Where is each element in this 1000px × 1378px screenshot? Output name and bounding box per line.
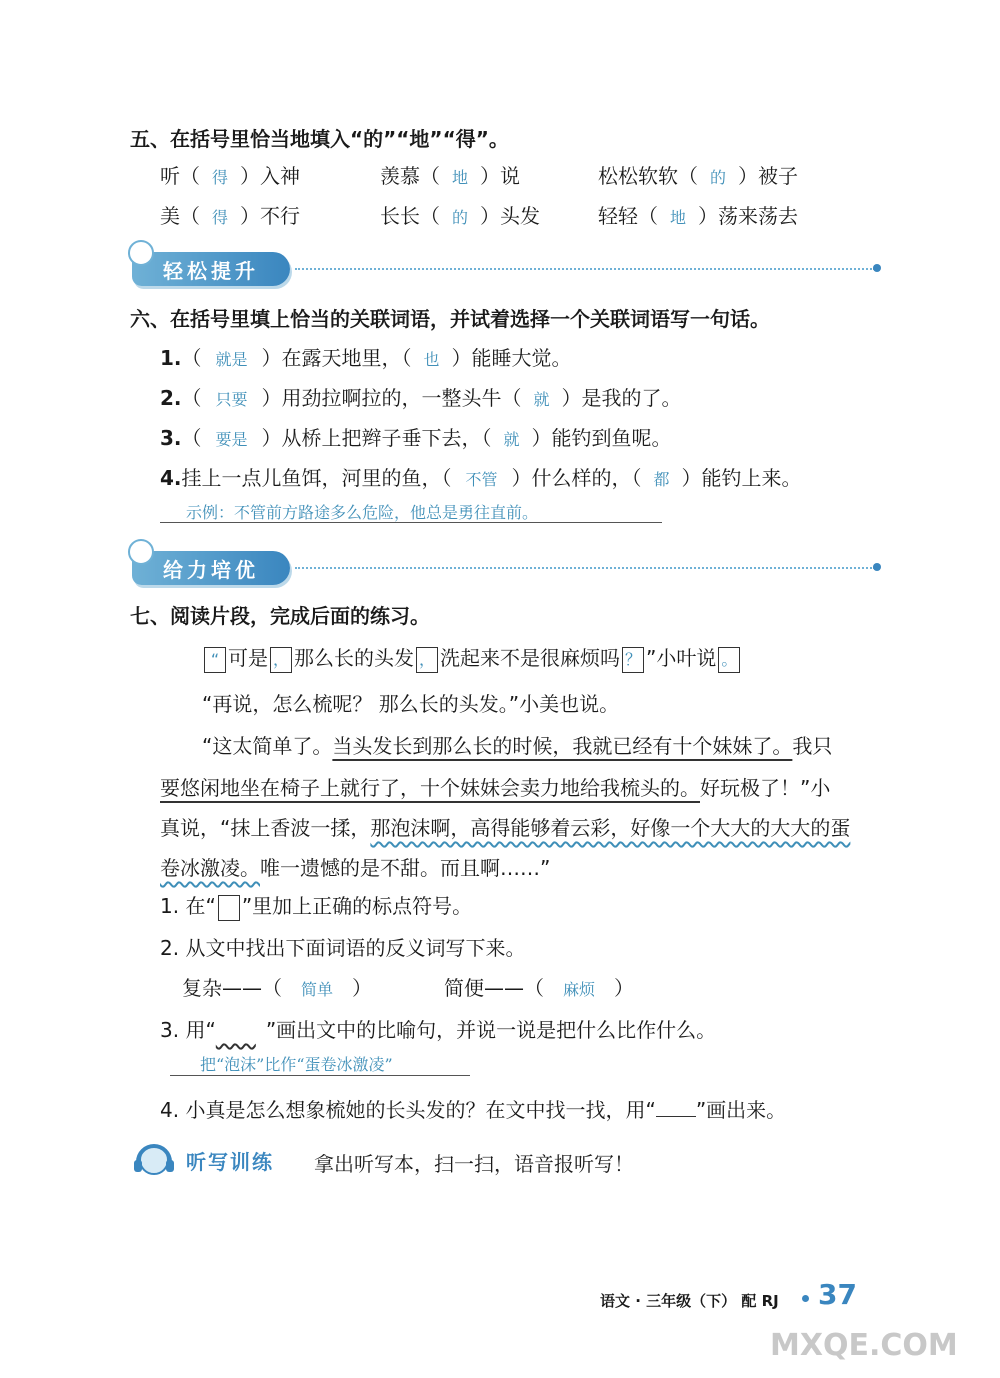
banner-label: 给力培优 xyxy=(163,557,259,582)
item-number: 2. xyxy=(160,386,182,410)
fill-text: ）不行 xyxy=(240,204,300,228)
antonym-word: ） xyxy=(614,976,634,1000)
footer-dot-icon xyxy=(802,1295,809,1302)
passage-text: 可是 xyxy=(228,646,268,670)
handwritten-answer: 不管 xyxy=(465,470,498,489)
answer-line xyxy=(170,1075,470,1076)
question-text: ”里加上正确的标点符号。 xyxy=(241,894,473,918)
passage-text: 唯一遗憾的是不甜。而且啊……” xyxy=(260,856,551,880)
passage-line-1 xyxy=(202,642,742,673)
section5-heading: 五、在括号里恰当地填入“的”“地”“得”。 xyxy=(130,127,509,151)
fill-item-2-2 xyxy=(380,200,540,229)
handwritten-answer: 的 xyxy=(451,208,468,227)
bubble-icon xyxy=(128,539,154,565)
straight-line-icon xyxy=(656,1102,696,1117)
page-number: 37 xyxy=(818,1278,857,1311)
item-text: ）用劲拉啊拉的，一整头牛（ xyxy=(261,386,522,410)
metaphor-answer: 把“泡沫”比作“蛋卷冰激凌” xyxy=(200,1055,393,1074)
passage-text: 我只 xyxy=(792,734,833,758)
fill-text: 长长（ xyxy=(380,204,440,228)
fill-item-2-1 xyxy=(160,200,300,229)
wavy-line-icon xyxy=(216,1018,266,1042)
passage-line-2: “再说，怎么梳呢？ 那么长的头发。”小美也说。 xyxy=(202,692,620,716)
dictation-badge xyxy=(130,1138,280,1182)
punctuation-box: ？ xyxy=(622,647,644,673)
passage-text: 那么长的头发 xyxy=(294,646,414,670)
passage-text: “这太简单了。 xyxy=(202,734,333,758)
wavy-underlined-metaphor: 那泡沫啊，高得能够着云彩，好像一个大大的大大的蛋 xyxy=(370,816,851,840)
fill-text: ）说 xyxy=(480,164,520,188)
question-2: 2. 从文中找出下面词语的反义词写下来。 xyxy=(160,936,526,960)
item-number: 1. xyxy=(160,346,182,370)
passage-text: 好玩极了！”小 xyxy=(700,776,831,800)
item-text: ）是我的了。 xyxy=(561,386,682,410)
punctuation-box: “ xyxy=(204,647,226,673)
antonym-item-1 xyxy=(182,972,372,1001)
fill-item-1-2 xyxy=(380,160,520,189)
question-text: 4. 小真是怎么想象梳她的长头发的？在文中找一找，用“ xyxy=(160,1098,656,1122)
item-text: 挂上一点儿鱼饵，河里的鱼，（ xyxy=(181,466,452,490)
question-text: ”画出文中的比喻句，并说一说是把什么比作什么。 xyxy=(265,1018,717,1042)
fill-text: 美（ xyxy=(160,204,200,228)
passage-text: ”小叶说 xyxy=(646,646,717,670)
item-text: ）能睡大觉。 xyxy=(451,346,572,370)
fill-text: 听（ xyxy=(160,164,200,188)
fill-text: 轻轻（ xyxy=(598,204,658,228)
section6-heading: 六、在括号里填上恰当的关联词语，并试着选择一个关联词语写一句话。 xyxy=(130,307,770,331)
conjunction-item-1 xyxy=(160,342,572,371)
conjunction-item-2 xyxy=(160,382,682,411)
question-3 xyxy=(160,1014,716,1043)
fill-text: ）入神 xyxy=(240,164,300,188)
dotted-divider xyxy=(295,567,875,569)
item-text: （ xyxy=(181,426,202,450)
item-number: 4. xyxy=(160,466,182,490)
passage-line-6 xyxy=(160,852,550,881)
handwritten-answer: 只要 xyxy=(215,390,248,409)
footer-subject: 语文 · 三年级（下） 配 RJ xyxy=(600,1292,779,1310)
dot-end-icon xyxy=(873,264,881,272)
dictation-label: 听写训练 xyxy=(186,1150,274,1174)
antonym-word: 复杂——（ xyxy=(182,976,282,1000)
question-text: 3. 用“ xyxy=(160,1018,216,1042)
fill-text: ）头发 xyxy=(480,204,540,228)
antonym-word: 简便——（ xyxy=(444,976,544,1000)
headphones-icon xyxy=(130,1138,180,1182)
handwritten-answer: 简单 xyxy=(300,980,333,999)
question-4 xyxy=(160,1094,786,1123)
item-text: ）在露天地里，（ xyxy=(261,346,412,370)
wavy-underlined-metaphor: 卷冰激凌。 xyxy=(160,856,260,880)
section-banner-easy-improve xyxy=(132,252,290,286)
antonym-item-2 xyxy=(444,972,634,1001)
handwritten-answer: 得 xyxy=(211,208,228,227)
punctuation-box: ， xyxy=(270,647,292,673)
question-1 xyxy=(160,890,472,921)
handwritten-answer: 的 xyxy=(709,168,726,187)
handwritten-answer: 地 xyxy=(451,168,468,187)
question-text: ”画出来。 xyxy=(695,1098,787,1122)
fill-text: ）荡来荡去 xyxy=(698,204,798,228)
item-text: （ xyxy=(181,386,202,410)
handwritten-answer: 都 xyxy=(653,470,670,489)
question-text: 1. 在“ xyxy=(160,894,216,918)
handwritten-answer: 就 xyxy=(533,390,550,409)
empty-box-icon xyxy=(218,895,240,921)
punctuation-box: ， xyxy=(416,647,438,673)
handwritten-answer: 也 xyxy=(423,350,440,369)
item-number: 3. xyxy=(160,426,182,450)
handwritten-answer: 就是 xyxy=(215,350,248,369)
item-text: ）从桥上把辫子垂下去，（ xyxy=(261,426,492,450)
conjunction-item-4 xyxy=(160,462,802,491)
example-sentence-answer: 示例：不管前方路途多么危险，他总是勇往直前。 xyxy=(186,503,539,522)
item-text: ）能钓到鱼呢。 xyxy=(531,426,672,450)
bubble-icon xyxy=(128,240,154,266)
underlined-imagination: 当头发长到那么长的时候，我就已经有十个妹妹了。 xyxy=(332,734,793,758)
watermark: MXQE.COM xyxy=(770,1328,958,1363)
passage-line-3 xyxy=(202,730,832,759)
handwritten-answer: 要是 xyxy=(215,430,248,449)
handwritten-answer: 麻烦 xyxy=(562,980,595,999)
fill-item-1-3 xyxy=(598,160,798,189)
passage-line-5 xyxy=(160,812,850,841)
passage-text: 洗起来不是很麻烦吗 xyxy=(440,646,620,670)
handwritten-answer: 地 xyxy=(669,208,686,227)
section-banner-boost xyxy=(132,551,290,585)
dotted-divider xyxy=(295,268,875,270)
fill-item-1-1 xyxy=(160,160,300,189)
fill-text: ）被子 xyxy=(738,164,798,188)
dot-end-icon xyxy=(873,563,881,571)
fill-item-2-3 xyxy=(598,200,798,229)
section7-heading: 七、阅读片段，完成后面的练习。 xyxy=(130,604,430,628)
antonym-word: ） xyxy=(352,976,372,1000)
answer-line xyxy=(160,522,662,523)
item-text: （ xyxy=(181,346,202,370)
passage-line-4 xyxy=(160,772,830,801)
passage-text: 真说，“抹上香波一揉， xyxy=(160,816,371,840)
banner-label: 轻松提升 xyxy=(163,258,259,283)
punctuation-box: 。 xyxy=(718,647,740,673)
handwritten-answer: 得 xyxy=(211,168,228,187)
dictation-text: 拿出听写本，扫一扫，语音报听写！ xyxy=(314,1152,634,1176)
conjunction-item-3 xyxy=(160,422,672,451)
fill-text: 松松软软（ xyxy=(598,164,698,188)
item-text: ）能钓上来。 xyxy=(681,466,802,490)
fill-text: 羡慕（ xyxy=(380,164,440,188)
item-text: ）什么样的，（ xyxy=(511,466,642,490)
handwritten-answer: 就 xyxy=(503,430,520,449)
underlined-imagination: 要悠闲地坐在椅子上就行了，十个妹妹会卖力地给我梳头的。 xyxy=(160,776,700,800)
